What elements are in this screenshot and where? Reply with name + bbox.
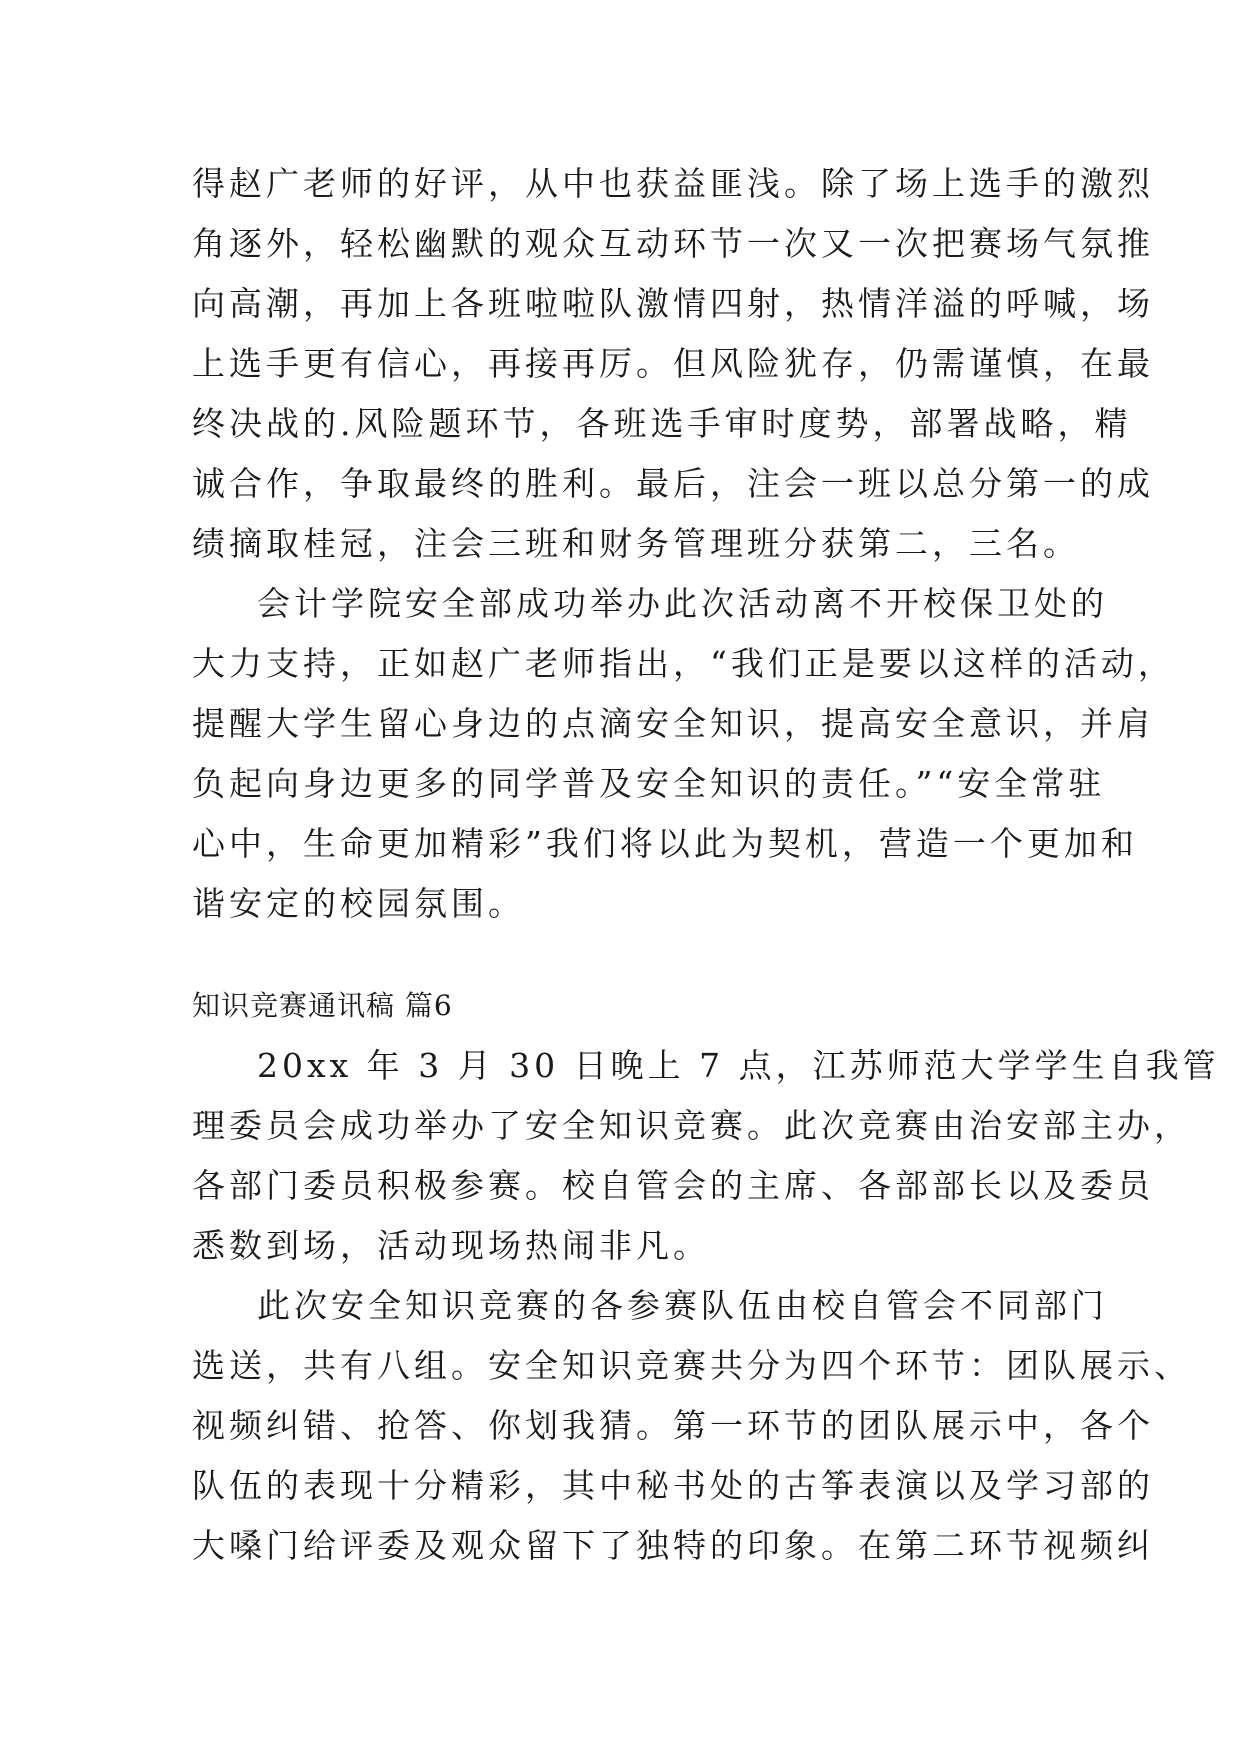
paragraph-line: 诚合作，争取最终的胜利。最后，注会一班以总分第一的成 [192,464,1154,503]
paragraph-line: 会计学院安全部成功举办此次活动离不开校保卫处的 [257,584,1108,623]
paragraph-line: 得赵广老师的好评，从中也获益匪浅。除了场上选手的激烈 [192,164,1154,203]
paragraph-line: 向高潮，再加上各班啦啦队激情四射，热情洋溢的呼喊，场 [192,284,1154,323]
paragraph-line: 队伍的表现十分精彩，其中秘书处的古筝表演以及学习部的 [192,1466,1154,1505]
paragraph-line: 悉数到场，活动现场热闹非凡。 [192,1226,710,1265]
paragraph-line: 大力支持，正如赵广老师指出，“我们正是要以这样的活动， [192,644,1175,683]
paragraph-line: 理委员会成功举办了安全知识竞赛。此次竞赛由治安部主办， [192,1106,1191,1145]
paragraph-line: 谐安定的校园氛围。 [192,884,525,923]
paragraph-line: 终决战的.风险题环节，各班选手审时度势，部署战略，精 [192,404,1132,443]
paragraph-line: 大嗓门给评委及观众留下了独特的印象。在第二环节视频纠 [192,1526,1154,1565]
paragraph-line: 各部门委员积极参赛。校自管会的主席、各部部长以及委员 [192,1166,1154,1205]
paragraph-line: 心中，生命更加精彩”我们将以此为契机，营造一个更加和 [192,824,1138,863]
paragraph-line: 绩摘取桂冠，注会三班和财务管理班分获第二，三名。 [192,524,1080,563]
paragraph-line: 此次安全知识竞赛的各参赛队伍由校自管会不同部门 [257,1286,1108,1325]
paragraph-line: 提醒大学生留心身边的点滴安全知识，提高安全意识，并肩 [192,704,1154,743]
paragraph-line: 20xx 年 3 月 30 日晚上 7 点，江苏师范大学学生自我管 [257,1046,1220,1085]
paragraph-line: 角逐外，轻松幽默的观众互动环节一次又一次把赛场气氛推 [192,224,1154,263]
paragraph-line: 选送，共有八组。安全知识竞赛共分为四个环节：团队展示、 [192,1346,1191,1385]
section-title: 知识竞赛通讯稿 篇6 [192,989,453,1022]
paragraph-line: 视频纠错、抢答、你划我猜。第一环节的团队展示中，各个 [192,1406,1154,1445]
paragraph-line: 负起向身边更多的同学普及安全知识的责任。”“安全常驻 [192,764,1106,803]
paragraph-line: 上选手更有信心，再接再厉。但风险犹存，仍需谨慎，在最 [192,344,1154,383]
